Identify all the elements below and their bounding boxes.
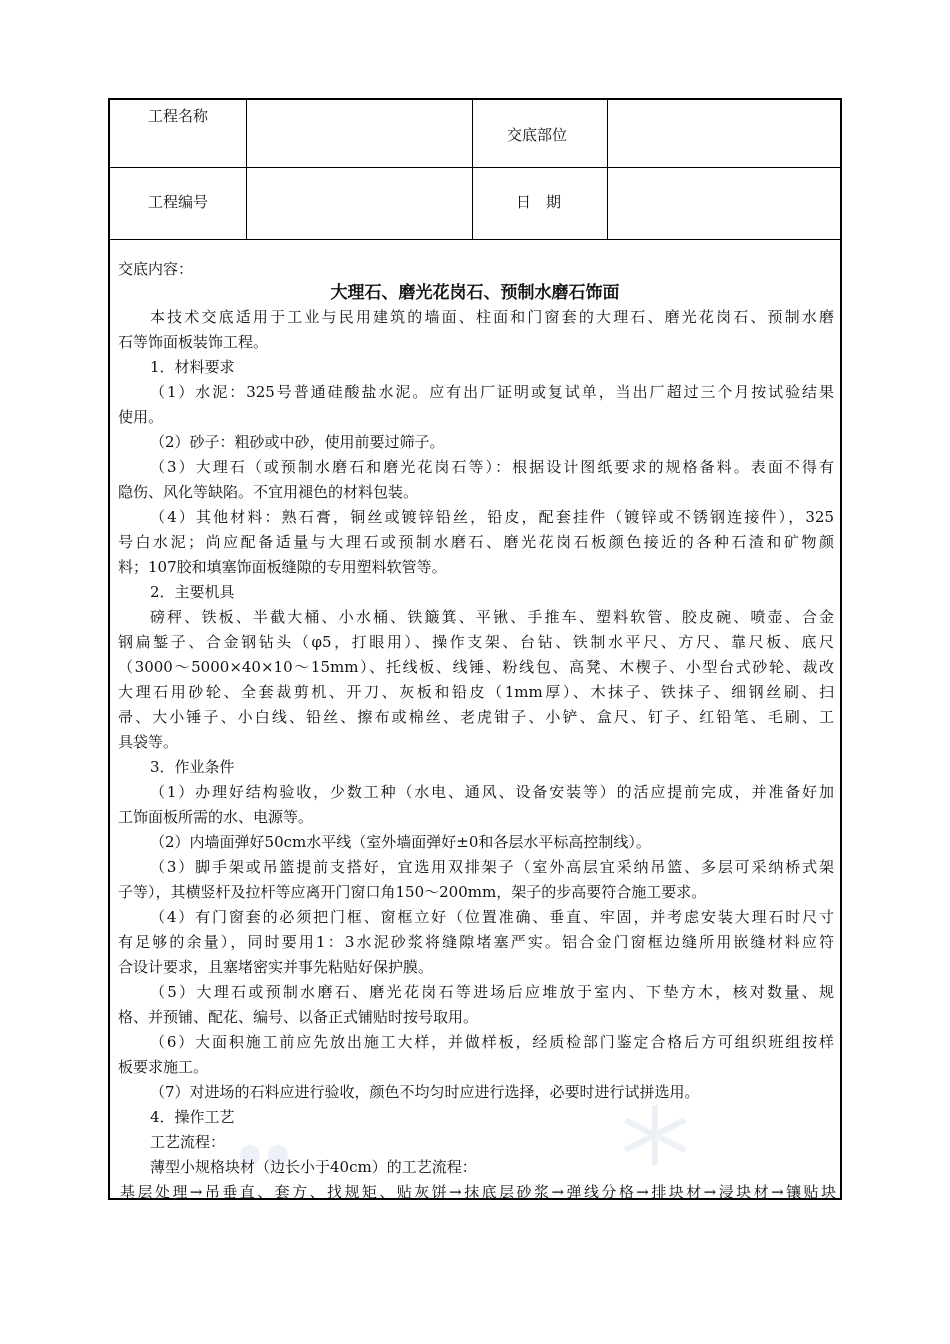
text-line: 磅秤、铁板、半截大桶、小水桶、铁簸箕、平锹、手推车、塑料软管、胶皮碗、喷壶、合金 [150, 608, 834, 626]
project-name-label: 工程名称 [148, 107, 209, 125]
text-line: （5）大理石或预制水磨石、磨光花岗石等进场后应堆放于室内、下垫方木，核对数量、规 [150, 983, 834, 1001]
text-line: （3）脚手架或吊篮提前支搭好，宜选用双排架子（室外高层宜采纳吊篮、多层可采纳桥式架 [150, 858, 834, 876]
text-line: （4）有门窗套的必须把门框、窗框立好（位置准确、垂直、牢固，并考虑安装大理石时尺寸 [150, 908, 834, 926]
text-line: 合设计要求，且塞堵密实并事先粘贴好保护膜。 [118, 958, 434, 976]
header-grid [110, 100, 840, 240]
text-line: 板要求施工。 [118, 1058, 209, 1076]
text-line: 基层处理→吊垂直、套方、找规矩、贴灰饼→抹底层砂浆→弹线分格→排块材→浸块材→镶贴块 [120, 1183, 836, 1201]
section-heading: 1．材料要求 [150, 358, 235, 376]
text-line: （1）办理好结构验收，少数工种（水电、通风、设备安装等）的活应提前完成，并准备好加 [150, 783, 834, 801]
project-number-label: 工程编号 [148, 193, 209, 211]
handover-sheet [108, 98, 842, 1200]
grid-line [110, 239, 840, 240]
text-line: 工艺流程： [150, 1133, 226, 1151]
text-line: （1）水泥：325号普通硅酸盐水泥。应有出厂证明或复试单，当出厂超过三个月按试验结果 [150, 383, 834, 401]
date-label: 日 期 [516, 193, 562, 211]
grid-line [246, 100, 247, 240]
grid-line [110, 167, 840, 168]
text-line: （6）大面积施工前应先放出施工大样，并做样板，经质检部门鉴定合格后方可组织班组按样 [150, 1033, 834, 1051]
document-title: 大理石、磨光花岗石、预制水磨石饰面 [330, 283, 620, 303]
text-line: 子等），其横竖杆及拉杆等应离开门窗口角150～200mm，架子的步高要符合施工要求。 [118, 883, 707, 901]
text-line: 帚、大小锤子、小白线、铅丝、擦布或棉丝、老虎钳子、小铲、盒尺、钉子、红铅笔、毛刷、工 [118, 708, 834, 726]
text-line: 有足够的余量），同时要用1：3水泥砂浆将缝隙堵塞严实。铝合金门窗框边缝所用嵌缝材料应符 [118, 933, 834, 951]
text-line: （2）砂子：粗砂或中砂，使用前要过筛子。 [150, 433, 445, 451]
text-line: （4）其他材料：熟石膏，铜丝或镀锌铅丝，铅皮，配套挂件（镀锌或不锈钢连接件），325 [150, 508, 834, 526]
text-line: 石等饰面板装饰工程。 [118, 333, 269, 351]
grid-line [607, 100, 608, 240]
text-line: 号白水泥；尚应配备适量与大理石或预制水磨石、磨光花岗石板颜色接近的各种石渣和矿物颜 [118, 533, 834, 551]
text-line: 工饰面板所需的水、电源等。 [118, 808, 314, 826]
grid-line [472, 100, 473, 240]
text-line: 大理石用砂轮、全套裁剪机、开刀、灰板和铅皮（1mm厚）、木抹子、铁抹子、细钢丝刷、扫 [118, 683, 834, 701]
watermark-snowflake-icon [600, 1100, 710, 1170]
text-line: 隐伤、风化等缺陷。不宜用褪色的材料包装。 [118, 483, 419, 501]
text-line: （7）对进场的石料应进行验收，颜色不均匀时应进行选择，必要时进行试拼选用。 [150, 1083, 700, 1101]
handover-part-label: 交底部位 [507, 126, 568, 144]
text-line: （3000～5000×40×10～15mm）、托线板、线锤、粉线包、高凳、木楔子、小型台式砂轮、裁改 [118, 658, 834, 676]
watermark-mark-icon [230, 1130, 300, 1180]
section-heading: 3．作业条件 [150, 758, 235, 776]
text-line: （3）大理石（或预制水磨石和磨光花岗石等）：根据设计图纸要求的规格备料。表面不得有 [150, 458, 834, 476]
text-line: 钢扁錾子、合金钢钻头（φ5，打眼用）、操作支架、台钻、铁制水平尺、方尺、靠尺板、底尺 [118, 633, 834, 651]
text-line: 使用。 [118, 408, 164, 426]
text-line: 格、并预铺、配花、编号、以备正式铺贴时按号取用。 [118, 1008, 479, 1026]
text-line: 料；107胶和填塞饰面板缝隙的专用塑料软管等。 [118, 558, 447, 576]
text-line: 具袋等。 [118, 733, 179, 751]
text-line: 本技术交底适用于工业与民用建筑的墙面、柱面和门窗套的大理石、磨光花岗石、预制水磨 [150, 308, 834, 326]
text-line: （2）内墙面弹好50cm水平线（室外墙面弹好±0和各层水平标高控制线）。 [150, 833, 651, 851]
content-intro-label: 交底内容： [118, 260, 194, 278]
section-heading: 4．操作工艺 [150, 1108, 235, 1126]
section-heading: 2．主要机具 [150, 583, 235, 601]
text-line: 薄型小规格块材（边长小于40cm）的工艺流程： [150, 1158, 477, 1176]
